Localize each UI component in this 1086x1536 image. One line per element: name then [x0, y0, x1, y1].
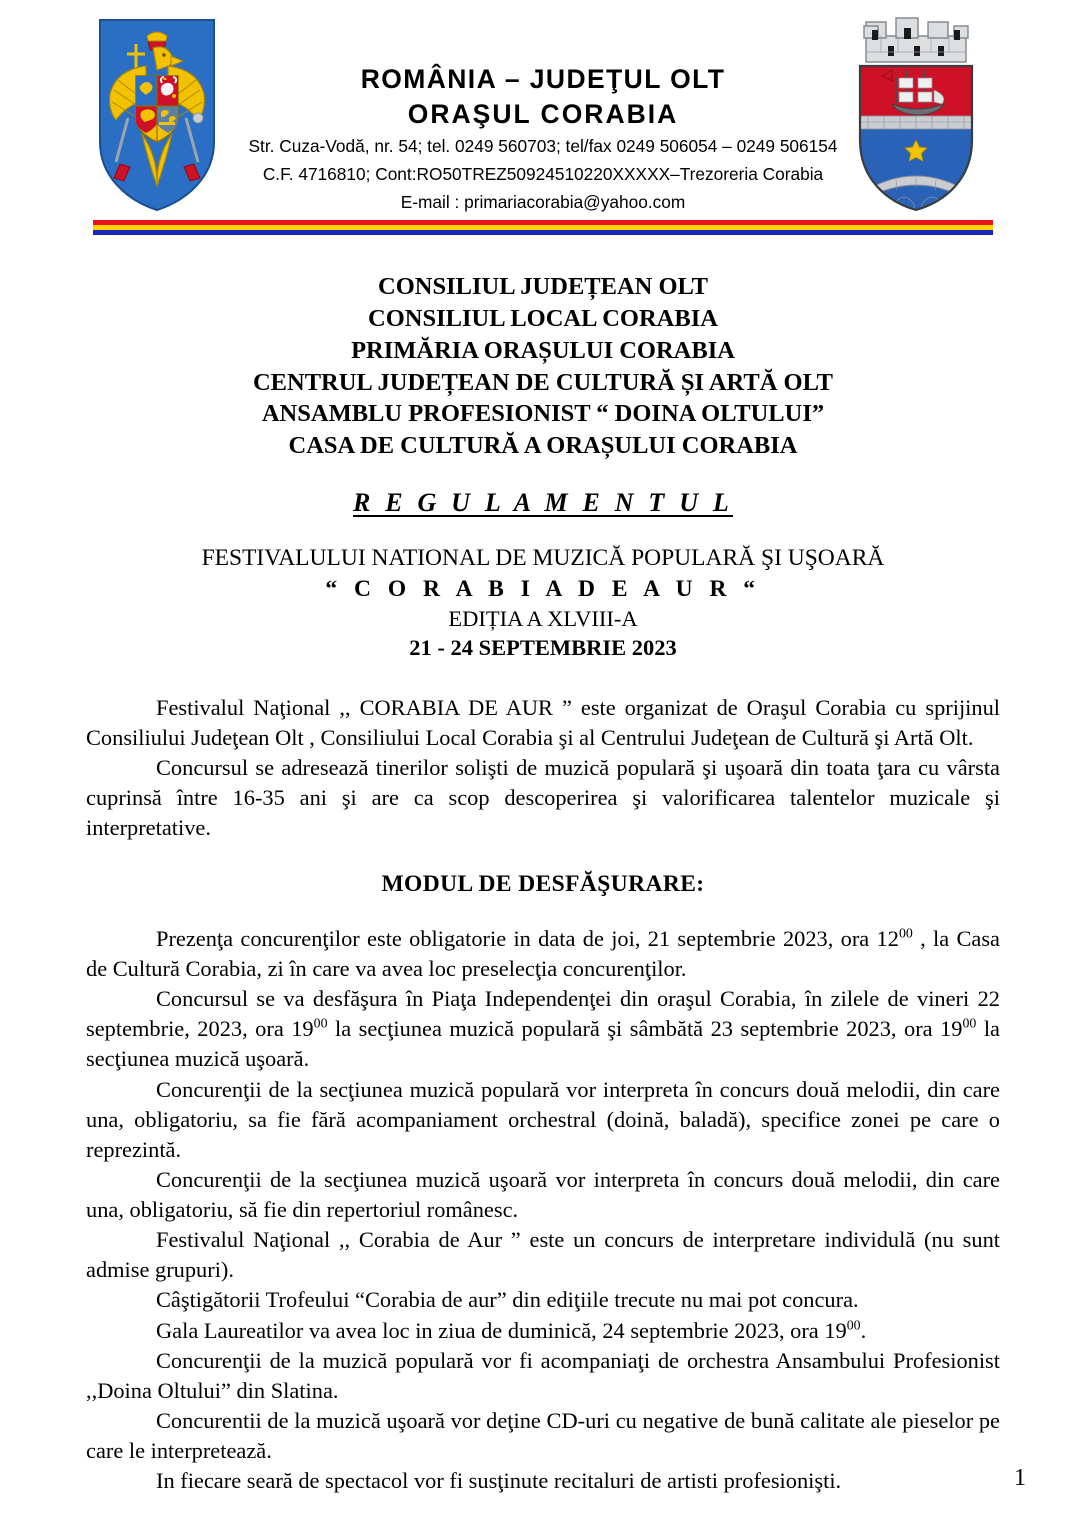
paragraph-text-part: la secţiunea muzică uşoară.	[86, 1016, 1000, 1072]
letterhead-email: E-mail : primariacorabia@yahoo.com	[400, 191, 686, 212]
paragraph-text-part: Gala Laureatilor va avea loc in ziua de duminică, 24 septembrie 2023, ora 19	[156, 1317, 847, 1343]
paragraph-text-part: .	[860, 1317, 867, 1343]
letterhead-title-country-county: ROMÂNIA – JUDEŢUL OLT	[360, 64, 726, 94]
tricolor-divider	[93, 220, 993, 235]
paragraph-recitaluri: In fiecare seară de spectacol vor fi susţinute recitaluri de artisti profesionişti.	[156, 1468, 842, 1494]
paragraph-cd-uri: Concurentii de la muzică uşoară vor deţine CD-uri cu negative de bună calitate ale pieselor pe care le interpretează.	[86, 1407, 1000, 1463]
letterhead-address: Str. Cuza-Vodă, nr. 54; tel. 0249 560703; tel/fax 0249 506054 – 0249 506154	[248, 135, 838, 156]
paragraph-desfasurare	[86, 984, 1000, 1074]
organizer-item: CONSILIUL JUDEȚEAN OLT	[378, 273, 708, 300]
romania-coat-of-arms-icon	[96, 14, 218, 214]
organizer-item: CASA DE CULTURĂ A ORAȘULUI CORABIA	[288, 432, 798, 460]
hour-superscript: 00	[898, 926, 913, 942]
tricolor-stripe-blue	[93, 230, 993, 235]
paragraph-text-part: Prezenţa concurenţilor este obligatorie in data de joi, 21 septembrie 2023, ora 12	[156, 925, 899, 951]
intro-paragraph-1: Festivalul Naţional ,, CORABIA DE AUR ” este organizat de Oraşul Corabia cu sprijinul Consiliului Judeţean Olt , Consiliului Local Corabia şi al Centrului Judeţean de Cultură şi Artă Olt.	[86, 694, 1000, 750]
organizer-item: ANSAMBLU PROFESIONIST “ DOINA OLTULUI”	[261, 400, 825, 428]
paragraph-orchestra: Concurenţii de la muzică populară vor fi acompaniaţi de orchestra Ansambului Profesionist ,,Doina Oltului” din Slatina.	[86, 1347, 1000, 1403]
paragraph-text-part: Concursul se va desfăşura în Piaţa Independenţei din oraşul Corabia, în zilele de vineri 22 septembrie, 2023, ora 19	[86, 986, 1000, 1042]
hour-superscript: 00	[846, 1318, 861, 1334]
document-title	[0, 488, 1086, 518]
section-heading: MODUL DE DESFĂŞURARE:	[381, 871, 705, 898]
document-body	[86, 693, 1000, 1497]
paragraph-text-part: , la Casa de Cultură Corabia, zi în care va avea loc preselecţia concurenţilor.	[86, 925, 1000, 981]
organizer-item: CONSILIUL LOCAL CORABIA	[368, 304, 718, 332]
festival-edition: EDIȚIA A XLVIII-A	[448, 606, 638, 632]
hour-superscript: 00	[313, 1016, 328, 1032]
organizers-list	[0, 271, 1086, 462]
paragraph-gala	[86, 1316, 1000, 1346]
paragraph-sectiune-usoara: Concurenţii de la secţiunea muzică uşoară vor interpreta în concurs două melodii, din care una, obligatoriu, să fie din repertoriul românesc.	[86, 1166, 1000, 1222]
paragraph-individual: Festivalul Naţional ,, Corabia de Aur ” este un concurs de interpretare individulă (nu sunt admise grupuri).	[86, 1227, 1000, 1283]
letterhead-title-city: ORAŞUL CORABIA	[407, 98, 679, 129]
festival-title-block	[0, 543, 1086, 663]
festival-subtitle: FESTIVALULUI NATIONAL DE MUZICĂ POPULARĂ ŞI UŞOARĂ	[201, 545, 885, 572]
paragraph-castigatori: Câştigătorii Trofeului “Corabia de aur” din ediţiile trecute nu mai pot concura.	[156, 1287, 859, 1313]
letterhead	[88, 0, 998, 210]
paragraph-prezenta	[86, 924, 1000, 984]
hour-superscript: 00	[962, 1016, 977, 1032]
paragraph-text-part: la secţiunea muzică populară şi sâmbătă 23 septembrie 2023, ora 19	[327, 1016, 963, 1042]
organizer-item: PRIMĂRIA ORAȘULUI CORABIA	[351, 336, 735, 364]
festival-dates: 21 - 24 SEPTEMBRIE 2023	[409, 635, 677, 661]
intro-paragraph-2: Concursul se adresează tinerilor solişti de muzică populară şi uşoară din toata ţara cu vârsta cuprinsă între 16-35 ani şi are ca scop descoperirea şi valorificarea talentelor muzicale şi interpretative.	[86, 754, 1000, 841]
corabia-coat-of-arms-icon	[836, 8, 996, 213]
paragraph-sectiune-populara: Concurenţii de la secţiunea muzică populară vor interpreta în concurs două melodii, din care una, obligatoriu, sa fie fără acompaniament orchestral (doină, baladă), specifice zonei pe care o reprezintă.	[86, 1076, 1000, 1162]
festival-name: “ C O R A B I A D E A U R “	[325, 575, 761, 602]
organizer-item: CENTRUL JUDEȚEAN DE CULTURĂ ȘI ARTĂ OLT	[252, 368, 834, 396]
page-number: 1	[1014, 1465, 1026, 1491]
letterhead-fiscal-code: C.F. 4716810; Cont:RO50TREZ50924510220XXXXX–Trezoreria Corabia	[262, 163, 824, 184]
document-title-text: R E G U L A M E N T U L	[353, 488, 733, 518]
